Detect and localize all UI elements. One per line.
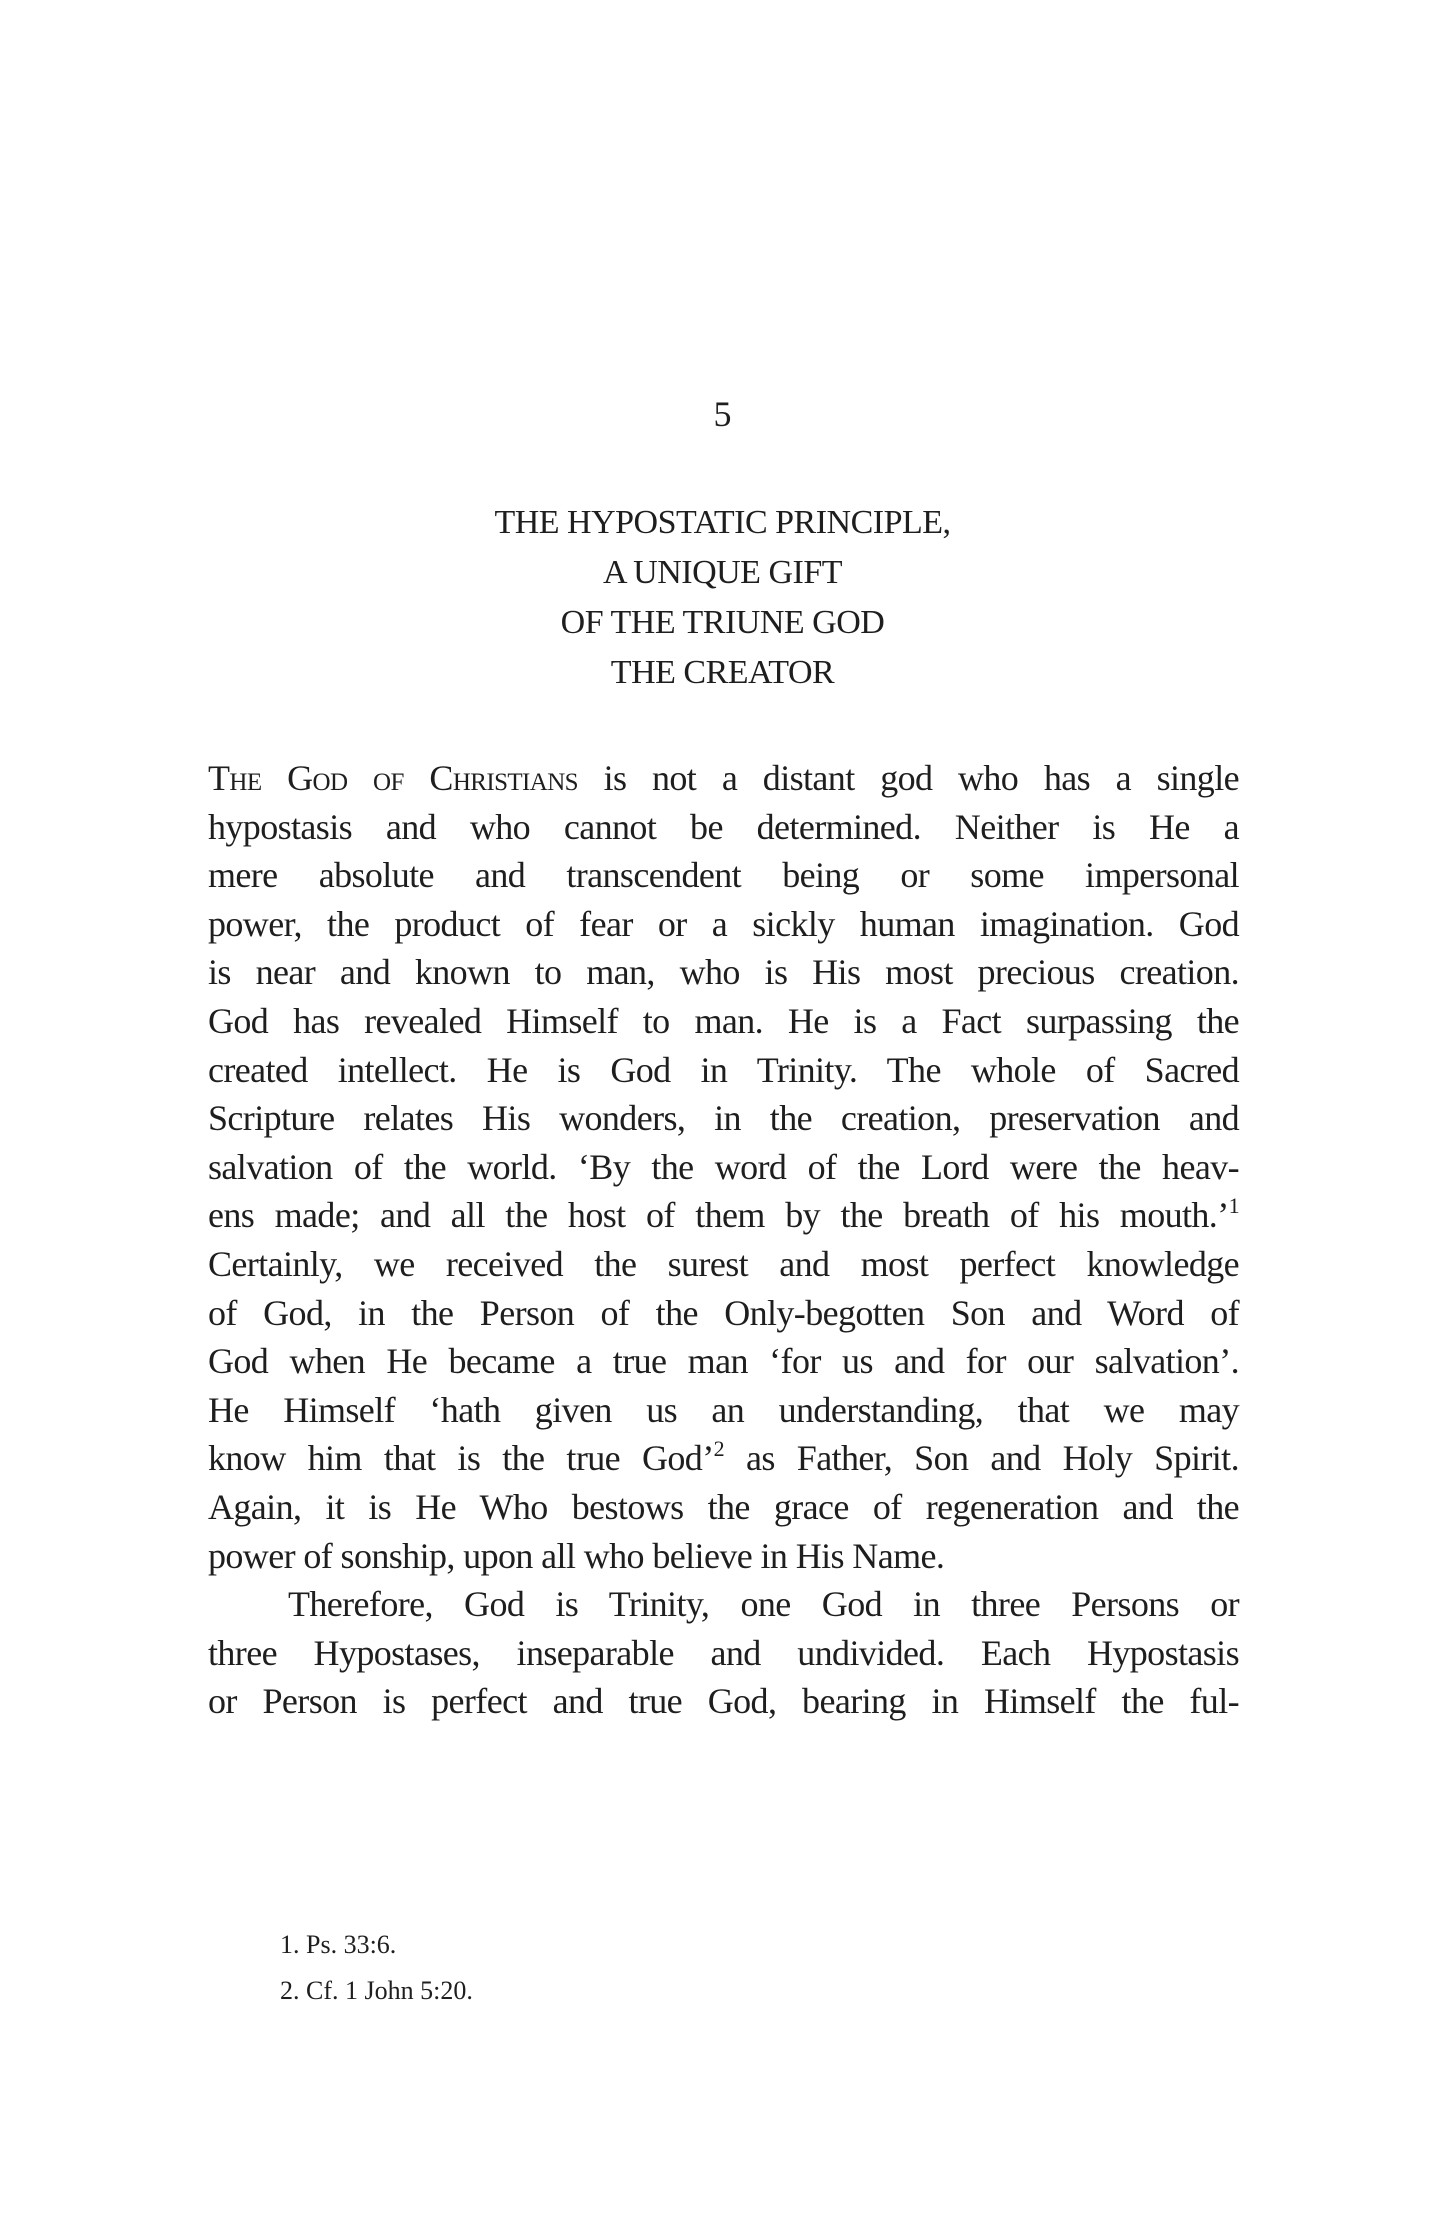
- chapter-title-line: A UNIQUE GIFT: [602, 554, 843, 591]
- text-line: of God, in the Person of the Only-begotten Son and Word of: [208, 1292, 1239, 1333]
- text-line: created intellect. He is God in Trinity. The whole of Sacred: [208, 1049, 1239, 1090]
- footnote-1: 1. Ps. 33:6.: [280, 1930, 397, 1959]
- footnote-2: 2. Cf. 1 John 5:20.: [280, 1976, 473, 2005]
- paragraph-start-line: Therefore, God is Trinity, one God in three Persons or: [288, 1584, 1239, 1625]
- chapter-title-line: OF THE TRIUNE GOD: [560, 604, 885, 641]
- text-line: Certainly, we received the surest and most perfect knowledge: [208, 1243, 1239, 1284]
- text-line: Scripture relates His wonders, in the creation, preservation and: [208, 1098, 1239, 1139]
- page-number: 5: [713, 394, 732, 434]
- text-line: [208, 754, 1239, 803]
- footnote-ref-2[interactable]: 2: [713, 1436, 724, 1462]
- footnotes: [280, 1922, 473, 2014]
- text-line: hypostasis and who cannot be determined. Neither is He a: [208, 806, 1239, 847]
- text-line: God when He became a true man ‘for us and for our salvation’.: [208, 1341, 1239, 1382]
- body-text: [208, 754, 1239, 1726]
- text-fragment: know him that is the true God’: [208, 1438, 714, 1479]
- footnote-ref-1[interactable]: 1: [1228, 1193, 1239, 1219]
- text-line: mere absolute and transcendent being or some impersonal: [208, 855, 1239, 896]
- text-line: [208, 1434, 1239, 1483]
- text-line: God has revealed Himself to man. He is a Fact surpassing the: [208, 1000, 1239, 1041]
- chapter-title-line: THE HYPOSTATIC PRINCIPLE,: [494, 504, 951, 541]
- text-line: [208, 1191, 1239, 1240]
- chapter-title: [0, 498, 1445, 698]
- text-line: salvation of the world. ‘By the word of the Lord were the heav-: [208, 1146, 1239, 1187]
- text-line: He Himself ‘hath given us an understanding, that we may: [208, 1389, 1239, 1430]
- text-line: three Hypostases, inseparable and undivided. Each Hypostasis: [208, 1632, 1239, 1673]
- text-fragment: as Father, Son and Holy Spirit.: [724, 1438, 1239, 1479]
- text-fragment: is not a distant god who has a single: [577, 758, 1239, 798]
- text-line: is near and known to man, who is His most precious creation.: [208, 952, 1239, 993]
- text-fragment: ens made; and all the host of them by the breath of his mouth.’: [208, 1195, 1229, 1236]
- text-line: power, the product of fear or a sickly human imagination. God: [208, 903, 1239, 944]
- text-line: or Person is perfect and true God, bearing in Himself the ful-: [208, 1681, 1239, 1722]
- chapter-title-line: THE CREATOR: [610, 654, 835, 691]
- lead-in-small-caps: The God of Christians: [208, 758, 578, 798]
- text-line: power of sonship, upon all who believe in His Name.: [208, 1535, 945, 1576]
- text-line: Again, it is He Who bestows the grace of regeneration and the: [208, 1486, 1239, 1527]
